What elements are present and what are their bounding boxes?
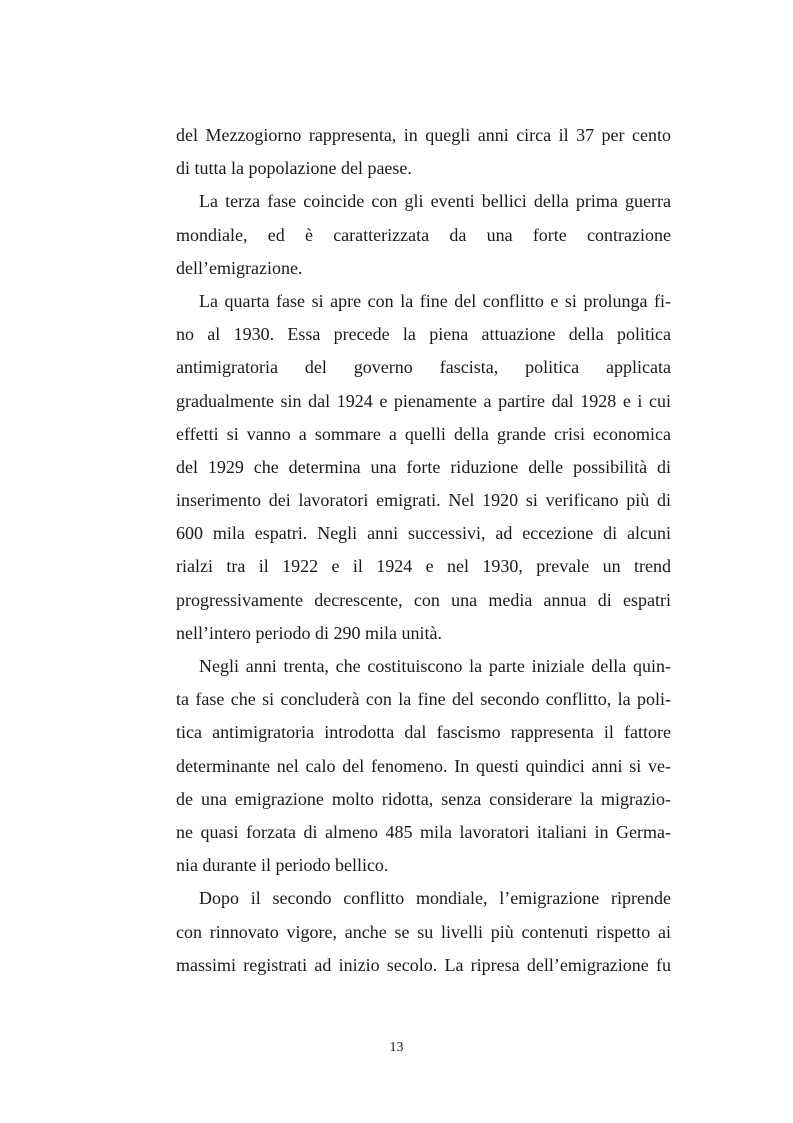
text-line: tica antimigratoria introdotta dal fascismo rappresenta il fattore	[176, 722, 671, 743]
text-line: ta fase che si concluderà con la fine del secondo conflitto, la poli-	[176, 689, 671, 710]
text-line: de una emigrazione molto ridotta, senza considerare la migrazio-	[176, 788, 671, 809]
text-line: massimi registrati ad inizio secolo. La ripresa dell’emigrazione fu	[176, 954, 671, 975]
text-line: del 1929 che determina una forte riduzione delle possibilità di	[176, 456, 671, 477]
text-line: gradualmente sin dal 1924 e pienamente a partire dal 1928 e i cui	[176, 390, 671, 411]
text-line: del Mezzogiorno rappresenta, in quegli anni circa il 37 per cento	[176, 125, 671, 145]
page-number: 13	[389, 1040, 404, 1055]
text-line: Dopo il secondo conflitto mondiale, l’emigrazione riprende	[199, 888, 671, 909]
text-line: no al 1930. Essa precede la piena attuazione della politica	[176, 324, 671, 345]
text-line: effetti si vanno a sommare a quelli della grande crisi economica	[176, 423, 671, 444]
text-line: 600 mila espatri. Negli anni successivi, ad eccezione di alcuni	[176, 523, 671, 544]
text-line: con rinnovato vigore, anche se su livelli più contenuti rispetto ai	[176, 921, 671, 942]
text-line: nell’intero periodo di 290 mila unità.	[176, 622, 442, 643]
text-line: rialzi tra il 1922 e il 1924 e nel 1930, prevale un trend	[176, 556, 671, 577]
text-line: Negli anni trenta, che costituiscono la parte iniziale della quin-	[199, 656, 671, 676]
text-line: La terza fase coincide con gli eventi bellici della prima guerra	[199, 191, 671, 212]
text-line: La quarta fase si apre con la fine del conflitto e si prolunga fi-	[199, 290, 671, 311]
text-line: inserimento dei lavoratori emigrati. Nel 1920 si verificano più di	[176, 490, 671, 511]
text-line: antimigratoria del governo fascista, politica applicata	[176, 357, 671, 378]
body-text	[176, 119, 671, 982]
text-line: ne quasi forzata di almeno 485 mila lavoratori italiani in Germa-	[176, 821, 671, 842]
text-line: progressivamente decrescente, con una media annua di espatri	[176, 589, 671, 610]
text-line: dell’emigrazione.	[176, 257, 303, 278]
text-line: mondiale, ed è caratterizzata da una forte contrazione	[176, 224, 671, 245]
text-line: di tutta la popolazione del paese.	[176, 158, 412, 179]
text-line: nia durante il periodo bellico.	[176, 855, 389, 876]
text-line: determinante nel calo del fenomeno. In questi quindici anni si ve-	[176, 755, 671, 776]
